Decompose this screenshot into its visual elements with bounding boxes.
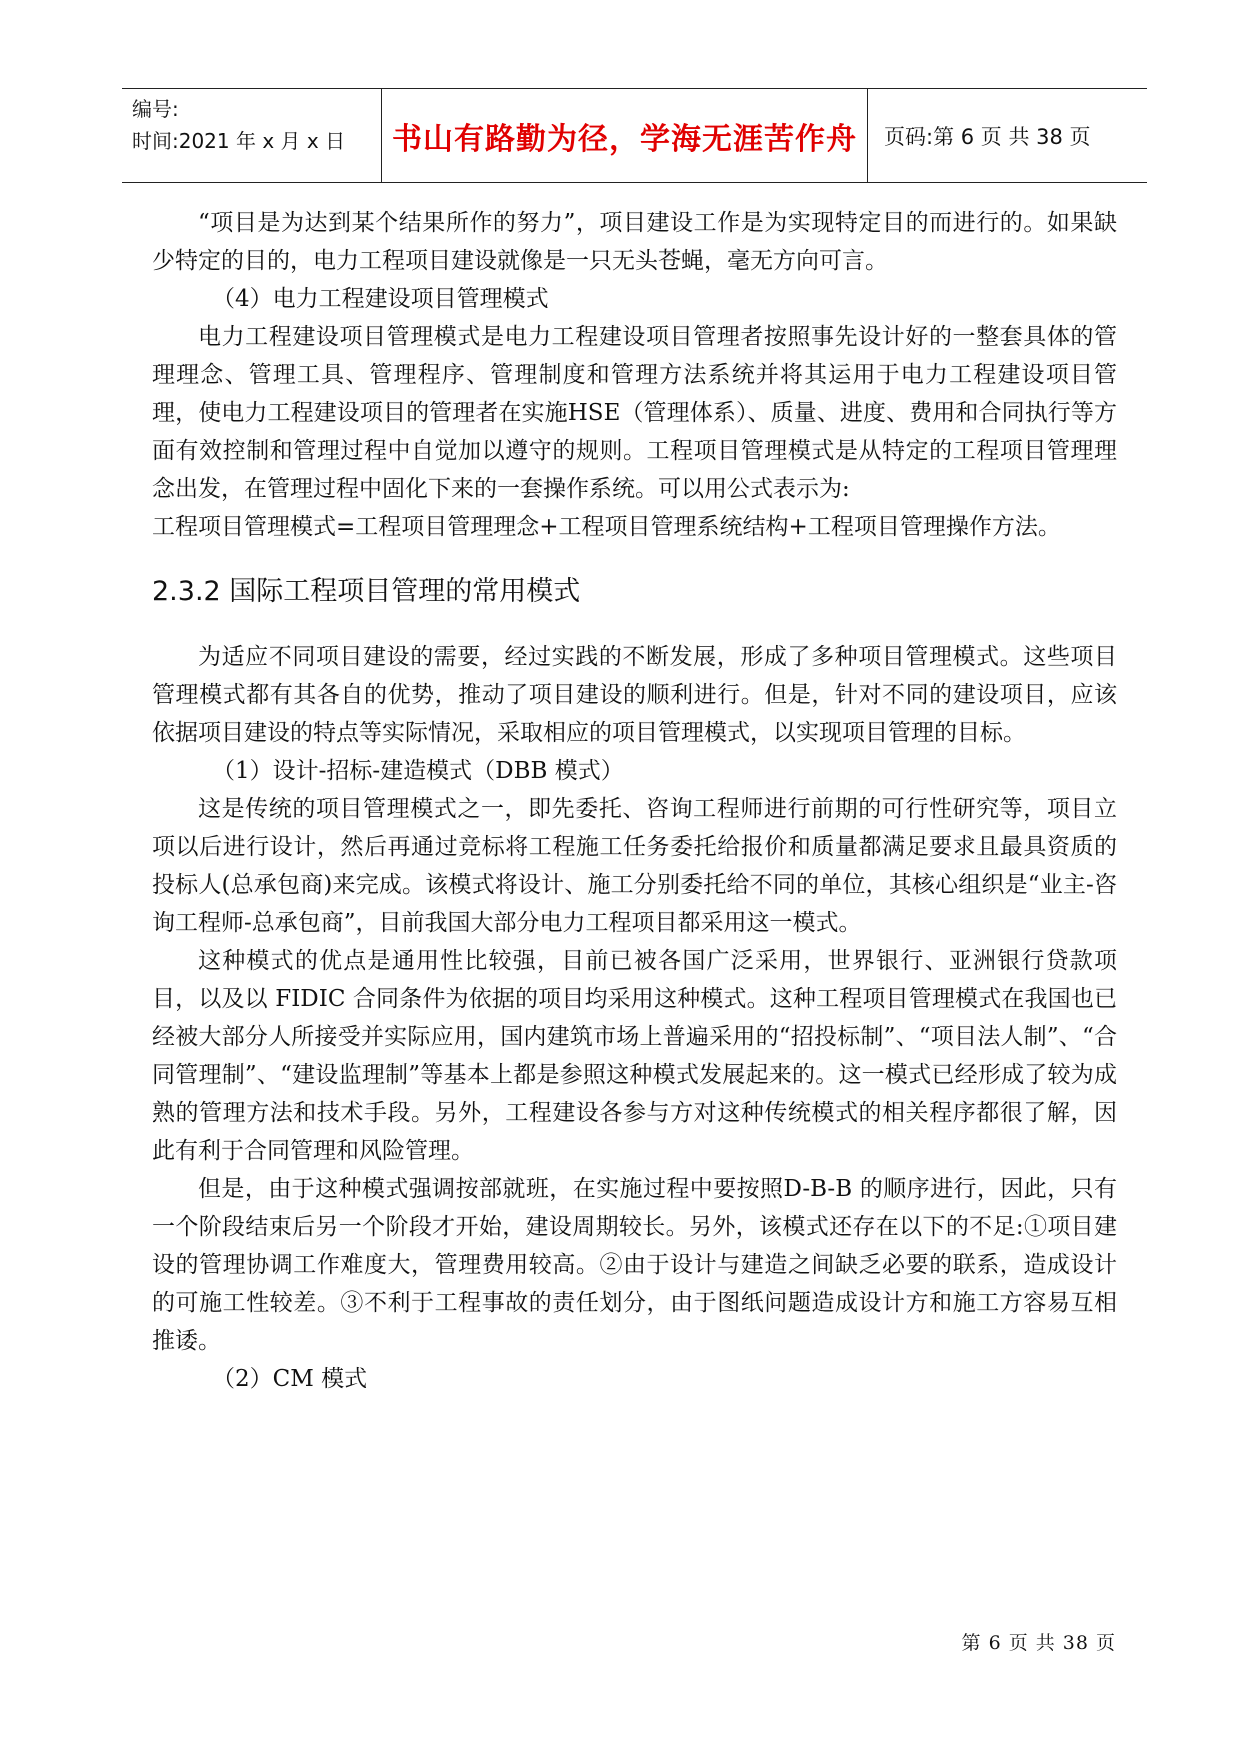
subheading-2: （2）CM 模式 <box>212 1366 368 1392</box>
number-label: 编号: <box>132 97 179 121</box>
subheading-4: （4）电力工程建设项目管理模式 <box>212 286 549 312</box>
document-body <box>152 204 1117 1398</box>
paragraph-9: 但是，由于这种模式强调按部就班，在实施过程中要按照D-B-B 的顺序进行，因此，只有一个阶段结束后另一个阶段才开始，建设周期较长。另外，该模式还存在以下的不足:①项目建设的管理协调工作难度大，管理费用较高。②由于设计与建造之间缺乏必要的联系，造成设计的可施工性较差。③不利于工程事故的责任划分，由于图纸问题造成设计方和施工方容易互相推诿。 <box>152 1176 1117 1354</box>
paragraph-7: 这是传统的项目管理模式之一，即先委托、咨询工程师进行前期的可行性研究等，项目立项以后进行设计，然后再通过竞标将工程施工任务委托给报价和质量都满足要求且最具资质的投标人(总承包商)来完成。该模式将设计、施工分别委托给不同的单位，其核心组织是“业主-咨询工程师-总承包商”，目前我国大部分电力工程项目都采用这一模式。 <box>152 796 1117 936</box>
header-page-label: 页码:第 6 页 共 38 页 <box>884 124 1091 149</box>
paragraph-3: 电力工程建设项目管理模式是电力工程建设项目管理者按照事先设计好的一整套具体的管理理念、管理工具、管理程序、管理制度和管理方法系统并将其运用于电力工程建设项目管理，使电力工程建设项目的管理者在实施HSE（管理体系）、质量、进度、费用和合同执行等方面有效控制和管理过程中自觉加以遵守的规则。工程项目管理模式是从特定的工程项目管理理念出发，在管理过程中固化下来的一套操作系统。可以用公式表示为: <box>152 324 1117 502</box>
time-label: 时间:2021 年 x 月 x 日 <box>132 129 346 153</box>
header-left-cell <box>122 89 382 182</box>
formula-line: 工程项目管理模式=工程项目管理理念+工程项目管理系统结构+工程项目管理操作方法。 <box>152 514 1061 540</box>
paragraph-1: “项目是为达到某个结果所作的努力”，项目建设工作是为实现特定目的而进行的。如果缺少特定的目的，电力工程项目建设就像是一只无头苍蝇，毫无方向可言。 <box>152 210 1117 274</box>
header-table <box>122 88 1147 183</box>
paragraph-8: 这种模式的优点是通用性比较强，目前已被各国广泛采用，世界银行、亚洲银行贷款项目，以及以 FIDIC 合同条件为依据的项目均采用这种模式。这种工程项目管理模式在我国也已经被大部分人所接受并实际应用，国内建筑市场上普遍采用的“招投标制”、“项目法人制”、“合同管理制”、“建设监理制”等基本上都是参照这种模式发展起来的。这一模式已经形成了较为成熟的管理方法和技术手段。另外，工程建设各参与方对这种传统模式的相关程序都很了解，因此有利于合同管理和风险管理。 <box>152 948 1117 1164</box>
header-motto: 书山有路勤为径，学海无涯苦作舟 <box>382 89 868 182</box>
page-footer: 第 6 页 共 38 页 <box>961 1632 1116 1654</box>
paragraph-5: 为适应不同项目建设的需要，经过实践的不断发展，形成了多种项目管理模式。这些项目管理模式都有其各自的优势，推动了项目建设的顺利进行。但是，针对不同的建设项目，应该依据项目建设的特点等实际情况，采取相应的项目管理模式，以实现项目管理的目标。 <box>152 644 1117 746</box>
section-heading: 2.3.2 国际工程项目管理的常用模式 <box>152 576 581 607</box>
subheading-1: （1）设计-招标-建造模式（DBB 模式） <box>212 758 624 784</box>
